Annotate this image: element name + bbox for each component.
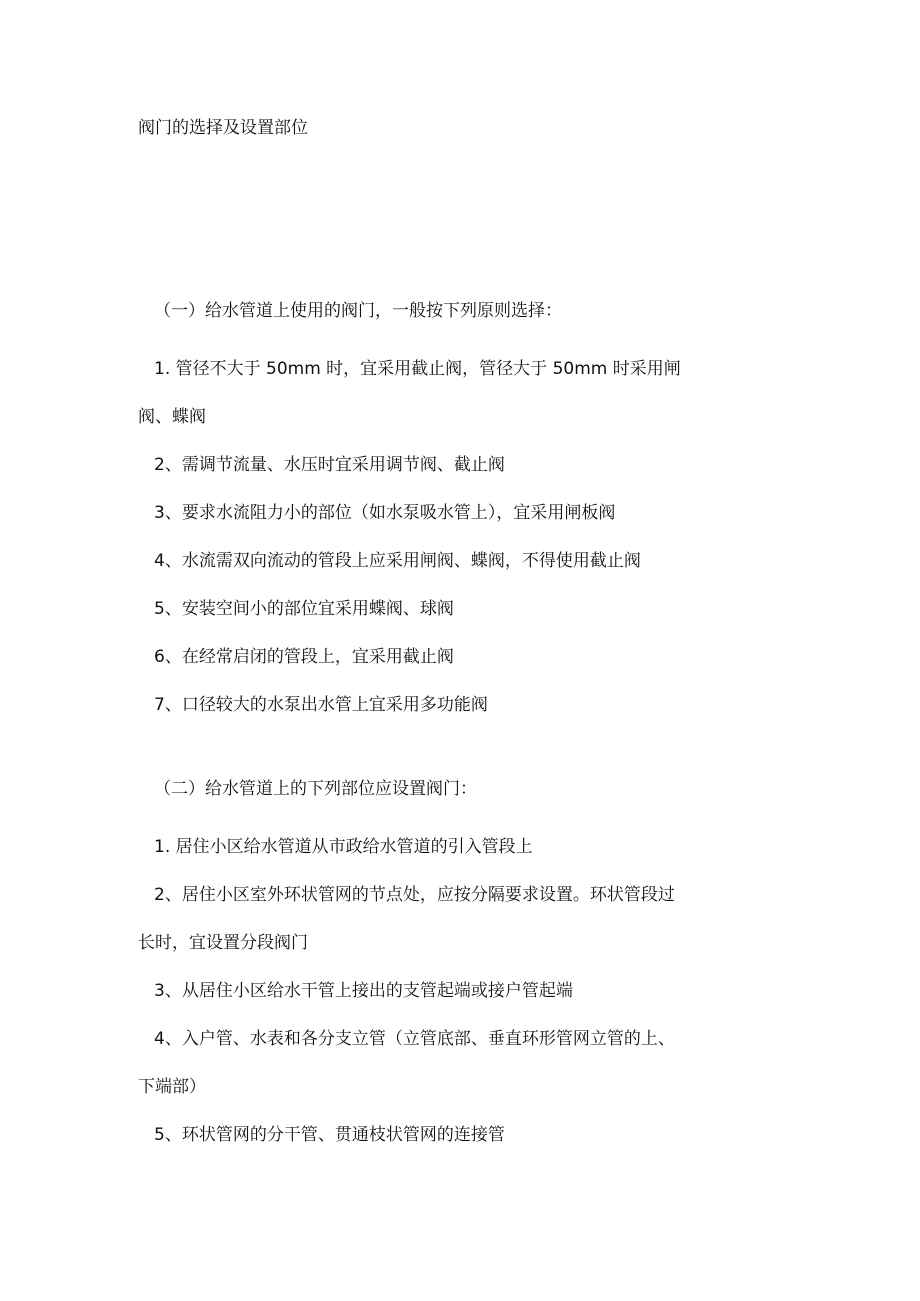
- list-item-line: 4、水流需双向流动的管段上应采用闸阀、蝶阀，不得使用截止阀: [154, 551, 641, 571]
- list-item: [138, 1015, 738, 1111]
- list-item-line: 3、要求水流阻力小的部位（如水泵吸水管上），宜采用闸板阀: [154, 503, 616, 523]
- list-item: [138, 441, 738, 489]
- list-item-line: 长时，宜设置分段阀门: [138, 933, 308, 953]
- list-item: [138, 489, 738, 537]
- list-item: [138, 823, 738, 871]
- section-valve-selection: [138, 297, 738, 729]
- section-heading: （一）给水管道上使用的阀门，一般按下列原则选择：: [154, 301, 562, 321]
- section-valve-locations: [138, 775, 738, 1159]
- list-item: [138, 871, 738, 967]
- list-item-line: 1. 居住小区给水管道从市政给水管道的引入管段上: [154, 837, 533, 857]
- list-item: [138, 633, 738, 681]
- list-item-line: 2、居住小区室外环状管网的节点处，应按分隔要求设置。环状管段过: [154, 885, 675, 905]
- section-heading: （二）给水管道上的下列部位应设置阀门：: [154, 779, 477, 799]
- list-item: [138, 585, 738, 633]
- list-item: [138, 345, 738, 441]
- list-item-line: 下端部）: [138, 1077, 206, 1097]
- list-item-line: 6、在经常启闭的管段上，宜采用截止阀: [154, 647, 454, 667]
- list-item: [138, 681, 738, 729]
- list-item-line: 2、需调节流量、水压时宜采用调节阀、截止阀: [154, 455, 505, 475]
- list-item-line: 7、口径较大的水泵出水管上宜采用多功能阀: [154, 695, 488, 715]
- list-item-line: 5、安装空间小的部位宜采用蝶阀、球阀: [154, 599, 454, 619]
- list-item-line: 阀、蝶阀: [138, 407, 206, 427]
- list-item-line: 3、从居住小区给水干管上接出的支管起端或接户管起端: [154, 981, 573, 1001]
- list-item-line: 4、入户管、水表和各分支立管（立管底部、垂直环形管网立管的上、: [154, 1029, 675, 1049]
- document-title: 阀门的选择及设置部位: [138, 118, 308, 138]
- list-item: [138, 1111, 738, 1159]
- list-item-line: 5、环状管网的分干管、贯通枝状管网的连接管: [154, 1125, 505, 1145]
- list-item: [138, 967, 738, 1015]
- list-item: [138, 537, 738, 585]
- list-item-line: 1. 管径不大于 50mm 时，宜采用截止阀，管径大于 50mm 时采用闸: [154, 359, 681, 379]
